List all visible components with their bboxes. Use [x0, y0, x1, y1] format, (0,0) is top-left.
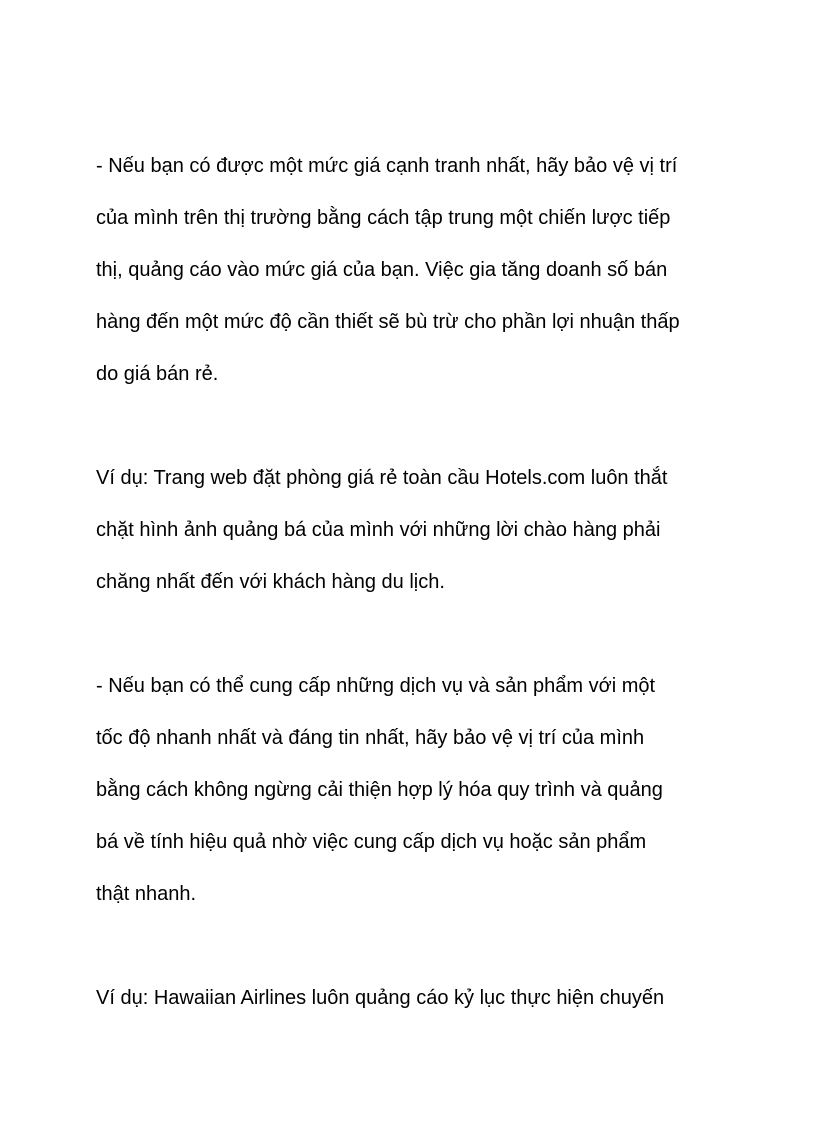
text-line: bá về tính hiệu quả nhờ việc cung cấp dịch vụ hoặc sản phẩm	[96, 831, 647, 853]
text-line: - Nếu bạn có được một mức giá cạnh tranh nhất, hãy bảo vệ vị trí	[96, 155, 678, 177]
document-body	[96, 148, 736, 1032]
paragraph-1	[96, 148, 736, 408]
paragraph-gap	[96, 928, 736, 980]
text-line: thật nhanh.	[96, 883, 197, 905]
paragraph-gap	[96, 408, 736, 460]
text-line: chăng nhất đến với khách hàng du lịch.	[96, 571, 445, 593]
text-line: Ví dụ: Hawaiian Airlines luôn quảng cáo kỷ lục thực hiện chuyến	[96, 987, 665, 1009]
text-line: do giá bán rẻ.	[96, 363, 219, 385]
paragraph-3	[96, 668, 736, 928]
text-line: chặt hình ảnh quảng bá của mình với những lời chào hàng phải	[96, 519, 661, 541]
text-line: - Nếu bạn có thể cung cấp những dịch vụ và sản phẩm với một	[96, 675, 656, 697]
text-line: hàng đến một mức độ cần thiết sẽ bù trừ cho phần lợi nhuận thấp	[96, 311, 680, 333]
paragraph-4	[96, 980, 736, 1032]
text-line: Ví dụ: Trang web đặt phòng giá rẻ toàn cầu Hotels.com luôn thắt	[96, 467, 668, 489]
text-line: tốc độ nhanh nhất và đáng tin nhất, hãy bảo vệ vị trí của mình	[96, 727, 645, 749]
text-line: của mình trên thị trường bằng cách tập trung một chiến lược tiếp	[96, 207, 671, 229]
paragraph-2	[96, 460, 736, 616]
paragraph-gap	[96, 616, 736, 668]
text-line: bằng cách không ngừng cải thiện hợp lý hóa quy trình và quảng	[96, 779, 663, 801]
text-line: thị, quảng cáo vào mức giá của bạn. Việc gia tăng doanh số bán	[96, 259, 668, 281]
